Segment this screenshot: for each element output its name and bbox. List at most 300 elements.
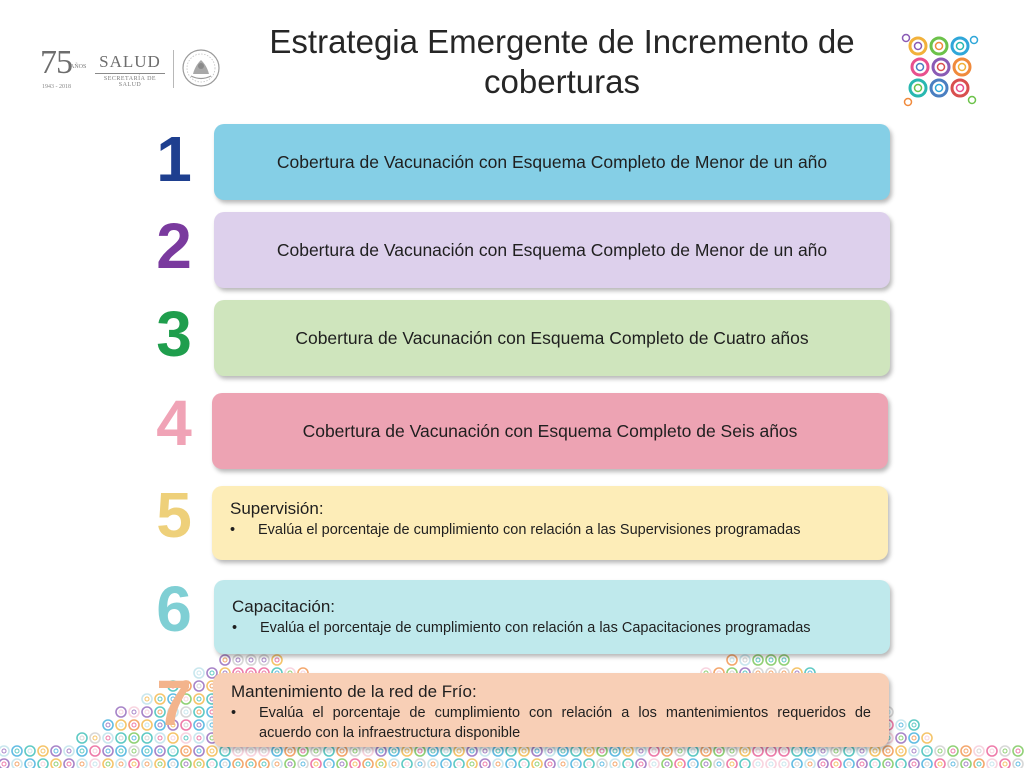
pattern-ring [870, 759, 880, 768]
pattern-inner-ring [665, 749, 669, 753]
pattern-ring [142, 759, 152, 768]
pattern-ring [922, 746, 932, 756]
pattern-inner-ring [457, 762, 461, 766]
pattern-ring [883, 746, 893, 756]
pattern-ring [831, 746, 841, 756]
pattern-inner-ring [262, 762, 266, 766]
pattern-ring [675, 746, 685, 756]
pattern-ring [1013, 746, 1023, 756]
pattern-ring [779, 655, 789, 665]
pattern-inner-ring [678, 749, 682, 753]
list-item: • Evalúa el porcentaje de cumplimiento con relación a las Capacitaciones programadas [232, 620, 811, 636]
pattern-inner-ring [548, 749, 552, 753]
pattern-inner-ring [171, 762, 175, 766]
pattern-inner-ring [730, 762, 734, 766]
item-number-2: 2 [156, 210, 192, 282]
pattern-inner-ring [54, 749, 58, 753]
pattern-ring [636, 746, 646, 756]
item-bullets-7 [231, 703, 871, 743]
pattern-inner-ring [535, 749, 539, 753]
pattern-ring [64, 746, 74, 756]
pattern-ring [506, 759, 516, 768]
pattern-ring [337, 759, 347, 768]
logo-ring [910, 80, 926, 96]
pattern-ring [727, 655, 737, 665]
pattern-ring [766, 746, 776, 756]
pattern-inner-ring [80, 736, 84, 740]
pattern-ring [298, 746, 308, 756]
pattern-inner-ring [483, 762, 487, 766]
pattern-inner-ring [899, 736, 903, 740]
pattern-inner-ring [626, 749, 630, 753]
pattern-ring [285, 759, 295, 768]
logo-inner-ring [915, 85, 922, 92]
pattern-inner-ring [899, 762, 903, 766]
pattern-ring [77, 759, 87, 768]
pattern-ring [922, 759, 932, 768]
pattern-inner-ring [314, 749, 318, 753]
pattern-inner-ring [782, 749, 786, 753]
anniversary-number: 75 [40, 44, 72, 81]
pattern-ring [883, 759, 893, 768]
pattern-inner-ring [886, 762, 890, 766]
pattern-ring [558, 746, 568, 756]
item-heading-6: Capacitación: [232, 597, 336, 616]
item-text-2: Cobertura de Vacunación con Esquema Completo de Menor de un año [276, 239, 828, 260]
pattern-inner-ring [301, 749, 305, 753]
pattern-inner-ring [652, 762, 656, 766]
pattern-ring [168, 746, 178, 756]
pattern-ring [38, 746, 48, 756]
logo-ring [954, 59, 970, 75]
slide-title [232, 22, 892, 102]
pattern-inner-ring [964, 749, 968, 753]
pattern-ring [675, 759, 685, 768]
pattern-ring [90, 759, 100, 768]
pattern-ring [571, 759, 581, 768]
item-card-4 [212, 393, 888, 469]
pattern-inner-ring [28, 749, 32, 753]
pattern-inner-ring [418, 749, 422, 753]
pattern-ring [220, 759, 230, 768]
pattern-ring [246, 759, 256, 768]
pattern-ring [350, 759, 360, 768]
pattern-inner-ring [67, 749, 71, 753]
pattern-inner-ring [223, 658, 227, 662]
pattern-inner-ring [886, 749, 890, 753]
pattern-inner-ring [756, 749, 760, 753]
pattern-ring [272, 759, 282, 768]
pattern-ring [753, 655, 763, 665]
item-card-1 [214, 124, 890, 200]
item-card-5 [212, 486, 888, 560]
pattern-inner-ring [925, 749, 929, 753]
pattern-ring [103, 720, 113, 730]
pattern-inner-ring [639, 749, 643, 753]
pattern-ring [259, 655, 269, 665]
pattern-ring [896, 733, 906, 743]
item-text-1: Cobertura de Vacunación con Esquema Completo de Menor de un año [276, 151, 828, 172]
pattern-inner-ring [444, 749, 448, 753]
pattern-ring [454, 759, 464, 768]
pattern-inner-ring [691, 749, 695, 753]
pattern-inner-ring [821, 762, 825, 766]
pattern-ring [571, 746, 581, 756]
pattern-ring [779, 746, 789, 756]
logo-inner-ring [936, 43, 943, 50]
pattern-ring [519, 746, 529, 756]
pattern-inner-ring [431, 762, 435, 766]
pattern-ring [467, 746, 477, 756]
pattern-ring [662, 746, 672, 756]
pattern-inner-ring [119, 723, 123, 727]
pattern-ring [636, 759, 646, 768]
anniversary-word: AÑOS [70, 64, 87, 70]
pattern-inner-ring [704, 749, 708, 753]
pattern-inner-ring [275, 749, 279, 753]
pattern-ring [935, 746, 945, 756]
pattern-inner-ring [1003, 749, 1007, 753]
pattern-ring [402, 746, 412, 756]
pattern-ring [779, 759, 789, 768]
pattern-ring [740, 655, 750, 665]
logo-ring [931, 38, 947, 54]
pattern-inner-ring [119, 736, 123, 740]
pattern-inner-ring [847, 762, 851, 766]
pattern-inner-ring [574, 762, 578, 766]
pattern-ring [818, 746, 828, 756]
pattern-inner-ring [392, 749, 396, 753]
pattern-inner-ring [418, 762, 422, 766]
pattern-ring [363, 759, 373, 768]
pattern-ring [428, 759, 438, 768]
government-logos [40, 44, 230, 94]
pattern-ring [0, 759, 9, 768]
pattern-ring [610, 746, 620, 756]
pattern-ring [961, 746, 971, 756]
pattern-ring [545, 759, 555, 768]
anniversary-75-logo [40, 44, 88, 92]
pattern-inner-ring [496, 749, 500, 753]
logo-inner-ring [959, 64, 966, 71]
pattern-inner-ring [249, 658, 253, 662]
pattern-ring [129, 733, 139, 743]
pattern-inner-ring [236, 749, 240, 753]
pattern-ring [311, 746, 321, 756]
pattern-inner-ring [938, 749, 942, 753]
pattern-inner-ring [704, 762, 708, 766]
pattern-ring [961, 759, 971, 768]
pattern-inner-ring [522, 762, 526, 766]
pattern-inner-ring [132, 736, 136, 740]
pattern-ring [519, 759, 529, 768]
item-heading-7: Mantenimiento de la red de Frío: [231, 682, 477, 701]
pattern-inner-ring [808, 762, 812, 766]
pattern-inner-ring [1003, 762, 1007, 766]
pattern-ring [155, 746, 165, 756]
pattern-inner-ring [2, 762, 6, 766]
logo-inner-ring [915, 43, 922, 50]
item-text-3: Cobertura de Vacunación con Esquema Completo de Cuatro años [295, 327, 809, 348]
list-item: • Evalúa el porcentaje de cumplimiento con relación a los mantenimientos requeridos de acuerdo con la infraestructura disponible [231, 705, 871, 741]
pattern-inner-ring [249, 749, 253, 753]
pattern-ring [181, 759, 191, 768]
pattern-ring [51, 759, 61, 768]
pattern-ring [285, 746, 295, 756]
pattern-ring [376, 759, 386, 768]
pattern-inner-ring [730, 749, 734, 753]
pattern-inner-ring [405, 749, 409, 753]
pattern-ring [116, 707, 126, 717]
pattern-ring [688, 759, 698, 768]
pattern-ring [857, 746, 867, 756]
logo-small-ring [905, 99, 912, 106]
pattern-ring [493, 759, 503, 768]
pattern-ring [545, 746, 555, 756]
pattern-inner-ring [431, 749, 435, 753]
pattern-ring [181, 746, 191, 756]
pattern-inner-ring [327, 749, 331, 753]
pattern-inner-ring [613, 762, 617, 766]
pattern-ring [727, 759, 737, 768]
pattern-ring [701, 746, 711, 756]
logo-ring [931, 80, 947, 96]
pattern-inner-ring [106, 736, 110, 740]
pattern-inner-ring [132, 749, 136, 753]
pattern-ring [610, 759, 620, 768]
pattern-inner-ring [782, 658, 786, 662]
pattern-inner-ring [717, 749, 721, 753]
pattern-ring [103, 746, 113, 756]
pattern-inner-ring [106, 749, 110, 753]
logo-small-ring [971, 37, 978, 44]
pattern-ring [857, 759, 867, 768]
pattern-inner-ring [392, 762, 396, 766]
logo-ring [952, 80, 968, 96]
pattern-inner-ring [93, 762, 97, 766]
pattern-ring [441, 759, 451, 768]
pattern-inner-ring [795, 762, 799, 766]
pattern-inner-ring [275, 658, 279, 662]
salud-wordmark: SALUD [95, 52, 165, 74]
pattern-inner-ring [132, 762, 136, 766]
item-number-3: 3 [156, 298, 192, 370]
anniversary-years: 1943 - 2018 [42, 84, 71, 90]
pattern-inner-ring [951, 749, 955, 753]
pattern-inner-ring [301, 762, 305, 766]
pattern-inner-ring [236, 658, 240, 662]
pattern-ring [129, 707, 139, 717]
pattern-inner-ring [249, 762, 253, 766]
pattern-inner-ring [873, 749, 877, 753]
pattern-ring [948, 759, 958, 768]
pattern-ring [714, 746, 724, 756]
pattern-inner-ring [379, 749, 383, 753]
pattern-inner-ring [223, 749, 227, 753]
logo-ring [910, 38, 926, 54]
pattern-inner-ring [41, 762, 45, 766]
pattern-inner-ring [925, 736, 929, 740]
pattern-ring [649, 759, 659, 768]
pattern-ring [909, 759, 919, 768]
pattern-ring [129, 759, 139, 768]
vaccination-program-circles-logo [900, 30, 980, 110]
pattern-ring [662, 759, 672, 768]
pattern-inner-ring [366, 762, 370, 766]
pattern-ring [415, 759, 425, 768]
pattern-ring [1000, 759, 1010, 768]
pattern-inner-ring [340, 749, 344, 753]
logo-ring [952, 38, 968, 54]
pattern-ring [25, 746, 35, 756]
pattern-inner-ring [132, 710, 136, 714]
pattern-ring [597, 759, 607, 768]
pattern-inner-ring [626, 762, 630, 766]
pattern-ring [428, 746, 438, 756]
pattern-ring [454, 746, 464, 756]
item-bullets-6 [232, 618, 872, 638]
pattern-ring [766, 759, 776, 768]
pattern-ring [753, 759, 763, 768]
pattern-inner-ring [340, 762, 344, 766]
pattern-inner-ring [197, 762, 201, 766]
pattern-inner-ring [1016, 762, 1020, 766]
item-heading-5: Supervisión: [230, 499, 324, 518]
pattern-inner-ring [613, 749, 617, 753]
pattern-inner-ring [847, 749, 851, 753]
logo-small-ring [903, 35, 910, 42]
logo-ring [933, 59, 949, 75]
pattern-ring [688, 746, 698, 756]
pattern-ring [948, 746, 958, 756]
national-seal-icon [181, 48, 221, 88]
pattern-inner-ring [93, 749, 97, 753]
pattern-ring [909, 720, 919, 730]
pattern-inner-ring [769, 762, 773, 766]
logo-inner-ring [957, 43, 964, 50]
pattern-inner-ring [834, 762, 838, 766]
pattern-ring [766, 655, 776, 665]
pattern-inner-ring [327, 762, 331, 766]
pattern-ring [987, 759, 997, 768]
item-text-4: Cobertura de Vacunación con Esquema Completo de Seis años [302, 420, 798, 441]
pattern-inner-ring [522, 749, 526, 753]
pattern-ring [38, 759, 48, 768]
pattern-ring [415, 746, 425, 756]
pattern-ring [233, 655, 243, 665]
pattern-ring [805, 759, 815, 768]
pattern-ring [77, 733, 87, 743]
logo-inner-ring [917, 64, 924, 71]
item-card-2 [214, 212, 890, 288]
item-number-1: 1 [156, 123, 192, 195]
pattern-ring [896, 759, 906, 768]
pattern-inner-ring [899, 749, 903, 753]
pattern-ring [116, 733, 126, 743]
item-card-7 [213, 673, 889, 747]
pattern-inner-ring [210, 671, 214, 675]
bullet-icon: • [232, 620, 238, 636]
pattern-inner-ring [925, 762, 929, 766]
pattern-ring [12, 759, 22, 768]
pattern-inner-ring [821, 749, 825, 753]
pattern-ring [805, 746, 815, 756]
pattern-ring [597, 746, 607, 756]
pattern-ring [974, 746, 984, 756]
pattern-ring [0, 746, 9, 756]
pattern-ring [77, 746, 87, 756]
item-number-4: 4 [156, 387, 192, 459]
pattern-ring [194, 746, 204, 756]
salud-logo [95, 52, 165, 88]
pattern-ring [1013, 759, 1023, 768]
logo-inner-ring [936, 85, 943, 92]
pattern-ring [129, 720, 139, 730]
pattern-inner-ring [2, 749, 6, 753]
pattern-ring [896, 746, 906, 756]
pattern-ring [259, 759, 269, 768]
pattern-inner-ring [600, 749, 604, 753]
bullet-icon: • [231, 705, 237, 721]
pattern-inner-ring [1016, 749, 1020, 753]
pattern-ring [701, 759, 711, 768]
pattern-inner-ring [535, 762, 539, 766]
pattern-ring [116, 720, 126, 730]
pattern-inner-ring [262, 658, 266, 662]
pattern-inner-ring [28, 762, 32, 766]
pattern-inner-ring [119, 749, 123, 753]
pattern-inner-ring [808, 749, 812, 753]
pattern-ring [311, 759, 321, 768]
pattern-ring [831, 759, 841, 768]
pattern-ring [324, 746, 334, 756]
pattern-inner-ring [990, 749, 994, 753]
pattern-inner-ring [678, 762, 682, 766]
pattern-ring [532, 746, 542, 756]
pattern-inner-ring [990, 762, 994, 766]
pattern-inner-ring [899, 723, 903, 727]
pattern-inner-ring [600, 762, 604, 766]
pattern-inner-ring [197, 749, 201, 753]
pattern-inner-ring [964, 762, 968, 766]
pattern-ring [389, 759, 399, 768]
pattern-inner-ring [132, 723, 136, 727]
pattern-ring [129, 746, 139, 756]
pattern-inner-ring [730, 658, 734, 662]
pattern-ring [584, 759, 594, 768]
pattern-inner-ring [470, 749, 474, 753]
pattern-inner-ring [587, 762, 591, 766]
pattern-inner-ring [912, 736, 916, 740]
pattern-ring [376, 746, 386, 756]
pattern-ring [467, 759, 477, 768]
pattern-ring [441, 746, 451, 756]
pattern-inner-ring [210, 749, 214, 753]
pattern-ring [90, 746, 100, 756]
pattern-ring [350, 746, 360, 756]
pattern-inner-ring [366, 749, 370, 753]
pattern-inner-ring [561, 762, 565, 766]
item-bullets-5 [230, 520, 870, 540]
pattern-ring [272, 746, 282, 756]
pattern-ring [207, 759, 217, 768]
item-number-5: 5 [156, 479, 192, 551]
pattern-inner-ring [67, 762, 71, 766]
pattern-ring [142, 746, 152, 756]
pattern-ring [246, 655, 256, 665]
pattern-inner-ring [15, 762, 19, 766]
pattern-ring [506, 746, 516, 756]
